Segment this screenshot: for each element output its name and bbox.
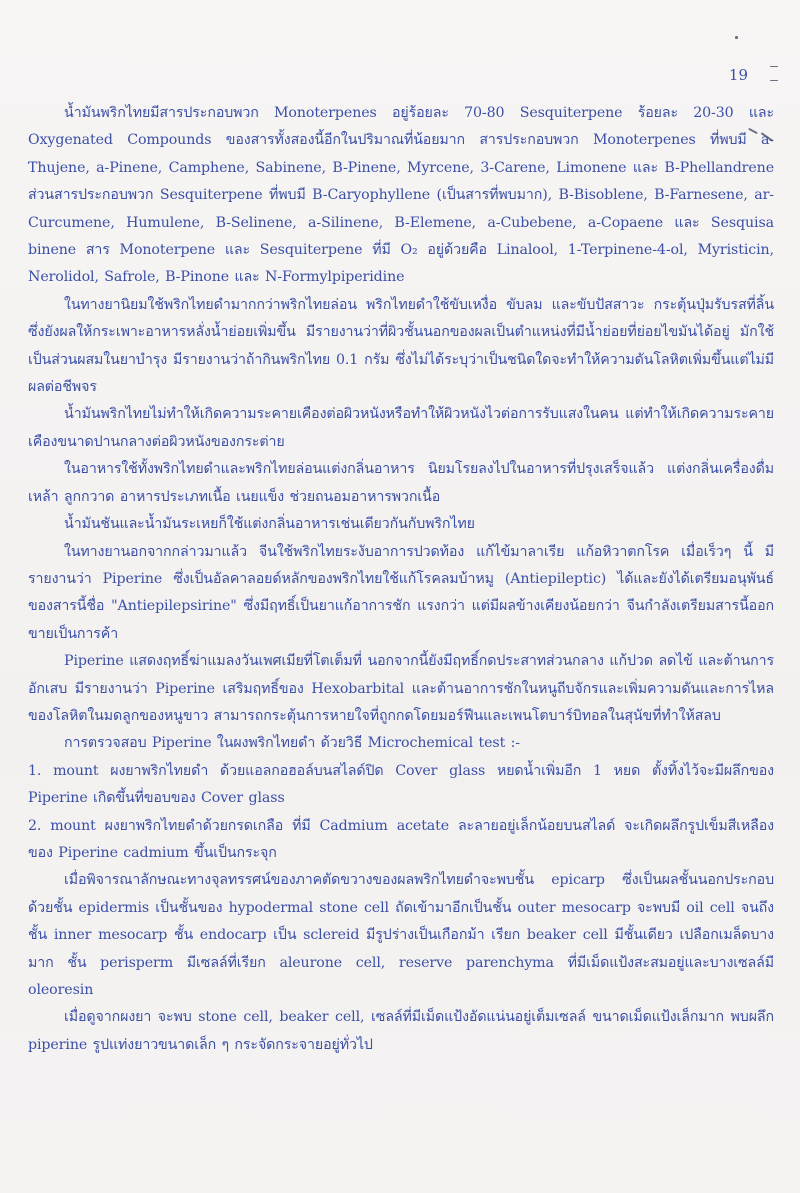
paragraph-chinese-medicine: ในทางยานอกจากกล่าวมาแล้ว จีนใช้พริกไทยระงับอาการปวดท้อง แก้ไข้มาลาเรีย แก้อหิวาตกโรค เมื่อเร็วๆ นี้ มีรายงานว่า Piperine ซึ่งเป็นอัลคาลอยด์หลักของพริกไทยใช้แก้โรคลมบ้าหมู (Antiepileptic) ได้และยังได้เตรียมอนุพันธ์ของสารนี้ชื่อ "Antiepilepsirine" ซึ่งมีฤทธิ์เป็นยาแก้อาการชัก แรงกว่า แต่มีผลข้างเคียงน้อยกว่า จีนกำลังเตรียมสารนี้ออกขายเป็นการค้า	[28, 543, 774, 642]
scan-speck	[770, 80, 778, 81]
paragraph-essential-oil-composition: น้ำมันพริกไทยมีสารประกอบพวก Monoterpenes อยู่ร้อยละ 70-80 Sesquiterpene ร้อยละ 20-30 และ Oxygenated Compounds ของสารทั้งสองนี้อีกในปริมาณที่น้อยมาก สารประกอบพวก Monoterpenes ที่พบมี a-Thujene, a-Pinene, Camphene, Sabinene, B-Pinene, Myrcene, 3-Carene, Limonene และ B-Phellandrene ส่วนสารประกอบพวก Sesquiterpene ที่พบมี B-Caryophyllene (เป็นสารที่พบมาก), B-Bisoblene, B-Farnesene, ar-Curcumene, Humulene, B-Selinene, a-Silinene, B-Elemene, a-Cubebene, a-Copaene และ Sesquisa binene สาร Monoterpene และ Sesquiterpene ที่มี O₂ อยู่ด้วยคือ Linalool, 1-Terpinene-4-ol, Myristicin, Nerolidol, Safrole, B-Pinone และ N-Formylpiperidine	[28, 105, 774, 286]
list-item-test-2: 2. mount ผงยาพริกไทยดำด้วยกรดเกลือ ที่มี Cadmium acetate ละลายอยู่เล็กน้อยบนสไลด์ จะเกิดผลึกรูปเข็มสีเหลืองของ Piperine cadmium ขึ้นเป็นกระจุก	[28, 817, 774, 861]
paragraph-microscopic-cross-section: เมื่อพิจารณาลักษณะทางจุลทรรศน์ของภาคตัดขวางของผลพริกไทยดำจะพบชั้น epicarp ซึ่งเป็นผลชั้นนอกประกอบด้วยชั้น epidermis เป็นชั้นของ hypodermal stone cell ถัดเข้ามาอีกเป็นชั้น outer mesocarp จะพบมี oil cell จนถึงชั้น inner mesocarp ชั้น endocarp เป็น sclereid มีรูปร่างเป็นเกือกม้า เรียก beaker cell มีชั้นเดียว เปลือกเมล็ดบางมาก ชั้น perisperm มีเซลล์ที่เรียก aleurone cell, reserve parenchyma ที่มีเม็ดแป้งสะสมอยู่และบางเซลล์มี oleoresin	[28, 872, 774, 998]
page-number: 19	[728, 66, 748, 84]
paragraph-food-use: ในอาหารใช้ทั้งพริกไทยดำและพริกไทยล่อนแต่งกลิ่นอาหาร นิยมโรยลงไปในอาหารที่ปรุงเสร็จแล้ว แต่งกลิ่นเครื่องดื่ม เหล้า ลูกกวาด อาหารประเภทเนื้อ เนยแข็ง ช่วยถนอมอาหารพวกเนื้อ	[28, 461, 774, 505]
paragraph-piperine-effects: Piperine แสดงฤทธิ์ฆ่าแมลงวันเพศเมียที่โตเต็มที่ นอกจากนี้ยังมีฤทธิ์กดประสาทส่วนกลาง แก้ปวด ลดไข้ และต้านการอักเสบ มีรายงานว่า Piperine เสริมฤทธิ์ของ Hexobarbital และต้านอาการชักในหนูถีบจักรและเพิ่มความดันและการไหลของโลหิตในมดลูกของหนูขาว สามารถกระตุ้นการหายใจที่ถูกกดโดยมอร์ฟีนและเพนโตบาร์บิทอลในสุนัขที่ทำให้สลบ	[28, 653, 774, 724]
paragraph-medicinal-use: ในทางยานิยมใช้พริกไทยดำมากกว่าพริกไทยล่อน พริกไทยดำใช้ขับเหงื่อ ขับลม และขับปัสสาวะ กระตุ้นปุ่มรับรสที่ลิ้นซึ่งยังผลให้กระเพาะอาหารหลั่งน้ำย่อยเพิ่มขึ้น มีรายงานว่าที่ผิวชั้นนอกของผลเป็นตำแหน่งที่มีน้ำย่อยที่ย่อยไขมันได้อยู่ มักใช้เป็นส่วนผสมในยาบำรุง มีรายงานว่าถ้ากินพริกไทย 0.1 กรัม ซึ่งไม่ได้ระบุว่าเป็นชนิดใดจะทำให้ความดันโลหิตเพิ่มขึ้นแต่ไม่มีผลต่อชีพจร	[28, 296, 774, 396]
paragraph-oleoresin-use: น้ำมันชันและน้ำมันระเหยก็ใช้แต่งกลิ่นอาหารเช่นเดียวกันกับพริกไทย	[64, 516, 475, 533]
paragraph-piperine-test-heading: การตรวจสอบ Piperine ในผงพริกไทยดำ ด้วยวิธี Microchemical test :-	[64, 735, 520, 752]
paragraph-powder-microscopy: เมื่อดูจากผงยา จะพบ stone cell, beaker cell, เซลล์ที่มีเม็ดแป้งอัดแน่นอยู่เต็มเซลล์ ขนาดเม็ดแป้งเล็กมาก พบผลึก piperine รูปแท่งยาวขนาดเล็ก ๆ กระจัดกระจายอยู่ทั่วไป	[28, 1009, 774, 1053]
scan-speck	[770, 66, 778, 67]
paragraph-skin-irritation: น้ำมันพริกไทยไม่ทำให้เกิดความระคายเคืองต่อผิวหนังหรือทำให้ผิวหนังไวต่อการรับแสงในคน แต่ทำให้เกิดความระคายเคืองขนาดปานกลางต่อผิวหนังของกระต่าย	[28, 406, 774, 450]
scan-speck	[735, 36, 738, 39]
body-text	[28, 100, 774, 1059]
list-item-test-1: 1. mount ผงยาพริกไทยดำ ด้วยแอลกอฮอล์บนสไลด์ปิด Cover glass หยดน้ำเพิ่มอีก 1 หยด ตั้งทิ้งไว้จะมีผลึกของ Piperine เกิดขึ้นที่ขอบของ Cover glass	[28, 762, 774, 807]
